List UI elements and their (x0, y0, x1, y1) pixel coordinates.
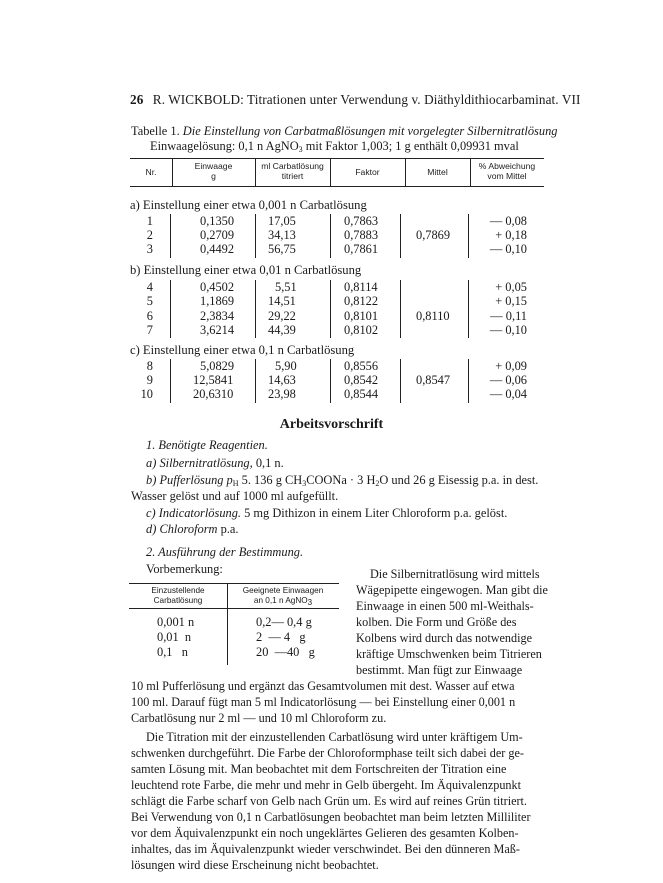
cell-abw: — 0,08 (489, 214, 527, 228)
reagent-a-text: 0,1 n. (252, 456, 284, 470)
cell-einwaage: 0,2709 (200, 228, 235, 242)
table-subtitle-a: Einwaagelösung: 0,1 n AgNO (150, 139, 299, 153)
text-line: kolben. Die Form und Größe des (356, 615, 517, 629)
col-header-abweichung (470, 161, 544, 181)
col-divider (400, 359, 401, 403)
cell-mittel: 0,8110 (416, 309, 450, 323)
small-table-header-rule (129, 608, 339, 609)
col-header-ml (255, 161, 330, 181)
cell-faktor: 0,8556 (344, 359, 379, 373)
cell-faktor: 0,7883 (344, 228, 379, 242)
text-line: leuchtend rote Farbe, die mehr und mehr in Gelb übergeht. Im Äquivalenzpunkt (131, 778, 521, 792)
weights-table (129, 583, 339, 665)
text-line: Die Titration mit der einzustellenden Carbatlösung wird unter kräftigem Um- (146, 730, 523, 744)
cell-nr: 2 (146, 228, 153, 242)
col-divider (400, 280, 401, 338)
cell-abw: + 0,09 (495, 359, 527, 373)
col-header-abw-2: vom Mittel (487, 171, 527, 181)
col-divider (170, 280, 171, 338)
table-subtitle-b: mit Faktor 1,003; 1 g enthält 0,09931 mval (302, 139, 519, 153)
reagent-b-label: b) (146, 473, 157, 487)
col-divider (468, 214, 469, 258)
cell-abw: — 0,10 (489, 323, 527, 337)
reagent-b-name: Pufferlösung p (159, 473, 233, 487)
cell-faktor: 0,7863 (344, 214, 379, 228)
text-line: Einwaage in einen 500 ml-Weithals- (356, 599, 534, 613)
table-header-rule (130, 186, 544, 187)
cell-abw: — 0,11 (490, 309, 527, 323)
cell-nr: 4 (146, 280, 153, 294)
section-heading: Arbeitsvorschrift (279, 417, 384, 432)
cell-abw: + 0,05 (495, 280, 527, 294)
reagent-d-text: p.a. (217, 522, 239, 536)
cell-einwaage: 5,0829 (200, 359, 235, 373)
cell-range: 0,2— 0,4 g (256, 615, 312, 629)
col-divider (170, 359, 171, 403)
cell-einwaage: 0,4492 (200, 242, 235, 256)
reagent-b-sub3: 2 (375, 479, 380, 488)
cell-nr: 8 (146, 359, 153, 373)
cell-ml: 5,51 (275, 280, 297, 294)
small-col-header-2 (227, 586, 339, 606)
reagent-b-sub: H (232, 479, 239, 488)
small-col-header-1a: Einzustellende (151, 586, 205, 595)
cell-ml: 17,05 (268, 214, 296, 228)
cell-faktor: 0,8101 (344, 309, 379, 323)
cell-ml: 14,51 (268, 294, 296, 308)
reagent-b-line2: Wasser gelöst und auf 1000 ml aufgefüllt. (131, 489, 339, 503)
small-table-top-rule (129, 583, 339, 584)
reagent-b-text1: 5. 136 g CH (238, 473, 303, 487)
cell-nr: 3 (146, 242, 153, 256)
col-divider (170, 214, 171, 258)
reagent-c (146, 506, 507, 521)
col-divider (468, 359, 469, 403)
section-c-title: c) Einstellung einer etwa 0,1 n Carbatlösung (130, 343, 355, 357)
cell-einwaage: 12,5841 (193, 373, 234, 387)
small-col-header-1b: Carbatlösung (153, 596, 203, 605)
reagent-d-name: Chloroform (159, 522, 218, 536)
table-subtitle-sub: 3 (298, 145, 303, 154)
reagent-a (146, 456, 284, 471)
col-divider (330, 359, 331, 403)
text-line: lösungen wird diese Erscheinung nicht beobachtet. (131, 858, 379, 872)
cell-ml: 44,39 (268, 323, 296, 337)
cell-faktor: 0,8122 (344, 294, 379, 308)
cell-range: 2 — 4 g (256, 630, 306, 644)
cell-ml: 5,90 (275, 359, 297, 373)
text-line: kräftige Umschwenken beim Titrieren (356, 647, 542, 661)
text-line: Die Silbernitratlösung wird mittels (370, 567, 540, 581)
col-divider (330, 214, 331, 258)
col-divider (400, 214, 401, 258)
cell-faktor: 0,8102 (344, 323, 379, 337)
reagent-b-sub2: 3 (302, 479, 307, 488)
reagent-b-text3: O und 26 g Eisessig p.a. in dest. (379, 473, 539, 487)
small-col-header-1 (129, 586, 227, 606)
reagent-a-name: Silbernitratlösung, (159, 456, 253, 470)
cell-faktor: 0,8542 (344, 373, 379, 387)
reagent-b (146, 473, 538, 488)
cell-faktor: 0,8114 (344, 280, 378, 294)
cell-einwaage: 2,3834 (200, 309, 235, 323)
cell-einwaage: 1,1869 (200, 294, 235, 308)
cell-conc: 0,001 n (157, 615, 195, 629)
table-subtitle (150, 139, 519, 154)
cell-nr: 5 (146, 294, 153, 308)
col-header-einwaage (172, 161, 255, 181)
text-line: Bei Verwendung von 0,1 n Carbatlösungen beobachtet man beim letzten Milliliter (131, 810, 531, 824)
col-header-ml-2: titriert (281, 171, 304, 181)
subsection-title-2: 2. Ausführung der Bestimmung. (146, 545, 304, 559)
text-line: schwenken durchgeführt. Die Farbe der Chloroformphase teilt sich dabei der ge- (131, 746, 524, 760)
text-line: 10 ml Pufferlösung und ergänzt das Gesamtvolumen mit dest. Wasser auf etwa (131, 679, 515, 693)
text-line: Kolbens wird durch das notwendige (356, 631, 533, 645)
cell-nr: 6 (146, 309, 153, 323)
small-col-header-2a: Geeignete Einwaagen (242, 586, 324, 595)
col-header-nr: Nr. (145, 167, 157, 177)
cell-nr: 9 (146, 373, 153, 387)
table-caption (131, 124, 557, 139)
col-header-einwaage-2: g (211, 171, 216, 181)
vorbemerkung: Vorbemerkung: (146, 562, 223, 576)
section-b-title: b) Einstellung einer etwa 0,01 n Carbatlösung (130, 263, 362, 277)
text-line: schlägt die Farbe scharf von Gelb nach Grün um. Es wird auf reines Grün titriert. (131, 794, 527, 808)
cell-abw: + 0,15 (495, 294, 527, 308)
cell-nr: 1 (146, 214, 153, 228)
col-divider (330, 280, 331, 338)
cell-abw: — 0,10 (489, 242, 527, 256)
text-line: Wägepipette eingewogen. Man gibt die (356, 583, 548, 597)
col-header-mittel: Mittel (427, 167, 448, 177)
page-number: 26 (130, 92, 144, 107)
reagent-b-text2: COONa · 3 H (306, 473, 376, 487)
cell-conc: 0,01 n (157, 630, 192, 644)
text-line: 100 ml. Darauf fügt man 5 ml Indicatorlösung — bei Einstellung einer 0,001 n (131, 695, 516, 709)
subsection-title-1: 1. Benötigte Reagentien. (146, 438, 268, 452)
col-divider (255, 280, 256, 338)
col-header-faktor: Faktor (355, 167, 380, 177)
table-top-rule (130, 158, 544, 159)
reagent-a-label: a) (146, 456, 157, 470)
col-header-einwaage-1: Einwaage (194, 161, 233, 171)
reagent-d-label: d) (146, 522, 157, 536)
table-title: Die Einstellung von Carbatmaßlösungen mit vorgelegter Silbernitratlösung (182, 124, 558, 138)
col-header-ml-1: ml Carbatlösung (261, 161, 324, 171)
col-divider (255, 214, 256, 258)
cell-einwaage: 0,1350 (200, 214, 235, 228)
small-col-header-2sub: 3 (307, 598, 313, 607)
reagent-d (146, 522, 239, 537)
cell-abw: + 0,18 (495, 228, 527, 242)
running-title: R. WICKBOLD: Titrationen unter Verwendung v. Diäthyldithiocarbaminat. VII (152, 92, 581, 107)
cell-abw: — 0,04 (489, 387, 527, 401)
col-divider (468, 280, 469, 338)
cell-ml: 23,98 (268, 387, 296, 401)
reagent-c-name: Indicatorlösung. (158, 506, 242, 520)
cell-mittel: 0,8547 (416, 373, 451, 387)
text-line: vor dem Äquivalenzpunkt ein noch ungeklärtes Gelieren des gesamten Kolben- (131, 826, 519, 840)
cell-einwaage: 0,4502 (200, 280, 235, 294)
text-line: samten Lösung mit. Man beobachtet mit dem Fortschreiten der Titration eine (131, 762, 507, 776)
text-line: bestimmt. Man fügt zur Einwaage (356, 663, 523, 677)
reagent-c-text: 5 mg Dithizon in einem Liter Chloroform p.a. gelöst. (241, 506, 508, 520)
cell-faktor: 0,7861 (344, 242, 379, 256)
small-col-header-2b: an 0,1 n AgNO (253, 596, 308, 605)
table-label: Tabelle 1. (131, 124, 180, 138)
cell-conc: 0,1 n (157, 645, 188, 659)
cell-einwaage: 3,6214 (200, 323, 235, 337)
reagent-c-label: c) (146, 506, 156, 520)
cell-einwaage: 20,6310 (193, 387, 234, 401)
cell-nr: 10 (140, 387, 153, 401)
cell-mittel: 0,7869 (416, 228, 451, 242)
section-a-title: a) Einstellung einer etwa 0,001 n Carbatlösung (130, 198, 367, 212)
col-divider (255, 359, 256, 403)
col-header-abw-1: % Abweichung (478, 161, 536, 171)
cell-abw: — 0,06 (489, 373, 527, 387)
text-line: Carbatlösung nur 2 ml — und 10 ml Chloroform zu. (131, 711, 387, 725)
cell-ml: 29,22 (268, 309, 296, 323)
text-line: inhaltes, das im Äquivalenzpunkt wieder verschwindet. Bei den dünneren Maß- (131, 842, 520, 856)
running-header (130, 92, 581, 108)
cell-ml: 34,13 (268, 228, 296, 242)
cell-range: 20 —40 g (256, 645, 315, 659)
cell-nr: 7 (146, 323, 153, 337)
cell-faktor: 0,8544 (344, 387, 379, 401)
cell-ml: 14,63 (268, 373, 296, 387)
cell-ml: 56,75 (268, 242, 296, 256)
